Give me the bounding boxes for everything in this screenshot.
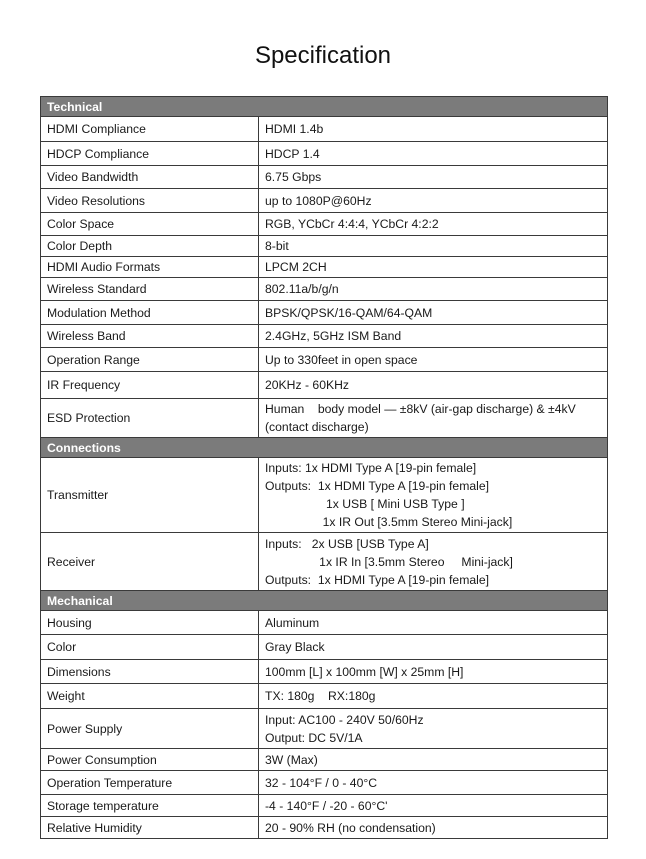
spec-value-line: 2.4GHz, 5GHz ISM Band: [265, 329, 402, 343]
spec-value-line: Inputs: 2x USB [USB Type A]: [265, 536, 429, 551]
spec-value: [259, 372, 608, 399]
spec-value: [259, 660, 608, 684]
spec-value-line: Gray Black: [265, 640, 325, 654]
spec-label: Housing: [41, 611, 259, 635]
spec-value-line: 20KHz - 60KHz: [265, 378, 349, 392]
spec-value: [259, 166, 608, 189]
table-row: [41, 749, 608, 771]
spec-label: Power Consumption: [41, 749, 259, 771]
spec-value: [259, 635, 608, 660]
spec-value-line: up to 1080P@60Hz: [265, 193, 372, 208]
spec-value-line: Inputs: 1x HDMI Type A [19-pin female]: [265, 461, 477, 475]
table-row: [41, 458, 608, 533]
spec-value-line: LPCM 2CH: [265, 260, 327, 274]
spec-value: [259, 142, 608, 166]
table-row: [41, 795, 608, 817]
spec-value: [259, 533, 608, 591]
spec-value-line: Input: AC100 - 240V 50/60Hz: [265, 712, 424, 727]
spec-label: Storage temperature: [41, 795, 259, 817]
table-row: [41, 278, 608, 301]
spec-value: [259, 399, 608, 438]
spec-value: [259, 257, 608, 278]
page-title: Specification: [254, 42, 392, 69]
spec-value: [259, 213, 608, 236]
spec-label: Relative Humidity: [41, 817, 259, 839]
table-row: [41, 348, 608, 372]
spec-value: [259, 236, 608, 257]
table-row: [41, 399, 608, 438]
spec-value-line: 1x IR Out [3.5mm Stereo Mini-jack]: [265, 515, 513, 529]
spec-label: Transmitter: [41, 458, 259, 533]
section-header: [41, 438, 608, 458]
spec-value-line: 802.11a/b/g/n: [265, 282, 339, 296]
spec-value-line: 3W (Max): [265, 752, 318, 767]
spec-value-line: Output: DC 5V/1A: [265, 730, 363, 745]
spec-value: [259, 301, 608, 325]
spec-label: Color Space: [41, 213, 259, 236]
table-row: [41, 611, 608, 635]
table-row: [41, 189, 608, 213]
spec-label: HDMI Audio Formats: [41, 257, 259, 278]
spec-value-line: -4 - 140°F / -20 - 60°C': [265, 798, 388, 813]
table-row: [41, 635, 608, 660]
spec-label: Operation Range: [41, 348, 259, 372]
spec-table: [40, 96, 608, 839]
spec-label: Color Depth: [41, 236, 259, 257]
section-title: Technical: [41, 97, 608, 117]
spec-value: [259, 684, 608, 709]
spec-label: Operation Temperature: [41, 771, 259, 795]
spec-value: [259, 348, 608, 372]
table-row: [41, 660, 608, 684]
spec-value: [259, 278, 608, 301]
spec-value-line: 1x USB [ Mini USB Type ]: [265, 497, 465, 511]
spec-value: [259, 771, 608, 795]
spec-value-line: HDCP 1.4: [265, 146, 320, 161]
spec-label: Receiver: [41, 533, 259, 591]
spec-value: [259, 189, 608, 213]
table-row: [41, 213, 608, 236]
spec-value-line: (contact discharge): [265, 420, 369, 434]
spec-label: HDCP Compliance: [41, 142, 259, 166]
spec-value-line: Outputs: 1x HDMI Type A [19-pin female]: [265, 572, 489, 587]
spec-label: Power Supply: [41, 709, 259, 749]
table-row: [41, 117, 608, 142]
spec-label: ESD Protection: [41, 399, 259, 438]
spec-value: [259, 458, 608, 533]
spec-value-line: HDMI 1.4b: [265, 122, 324, 136]
table-row: [41, 771, 608, 795]
spec-value-line: Aluminum: [265, 615, 320, 630]
spec-value-line: RGB, YCbCr 4:4:4, YCbCr 4:2:2: [265, 217, 439, 231]
table-row: [41, 372, 608, 399]
table-row: [41, 257, 608, 278]
spec-value-line: 1x IR In [3.5mm Stereo Mini-jack]: [265, 554, 513, 569]
spec-label: Video Resolutions: [41, 189, 259, 213]
spec-value: [259, 709, 608, 749]
spec-value-line: 100mm [L] x 100mm [W] x 25mm [H]: [265, 664, 464, 679]
table-row: [41, 142, 608, 166]
spec-value-line: 8-bit: [265, 239, 289, 253]
spec-value-line: Human body model — ±8kV (air-gap discharge) & ±4kV: [265, 402, 576, 416]
spec-value: [259, 117, 608, 142]
spec-value: [259, 325, 608, 348]
table-row: [41, 684, 608, 709]
spec-value: [259, 749, 608, 771]
spec-label: IR Frequency: [41, 372, 259, 399]
table-row: [41, 301, 608, 325]
section-header: [41, 97, 608, 117]
table-row: [41, 236, 608, 257]
spec-value-line: TX: 180g RX:180g: [265, 689, 376, 703]
spec-label: Wireless Standard: [41, 278, 259, 301]
spec-value-line: 32 - 104°F / 0 - 40°C: [265, 775, 378, 790]
section-title: Mechanical: [41, 591, 608, 611]
spec-label: Wireless Band: [41, 325, 259, 348]
table-row: [41, 166, 608, 189]
spec-label: Color: [41, 635, 259, 660]
section-header: [41, 591, 608, 611]
spec-value-line: Up to 330feet in open space: [265, 352, 418, 367]
spec-value: [259, 817, 608, 839]
section-title: Connections: [41, 438, 608, 458]
table-row: [41, 325, 608, 348]
table-row: [41, 709, 608, 749]
table-row: [41, 817, 608, 839]
spec-label: HDMI Compliance: [41, 117, 259, 142]
spec-value-line: BPSK/QPSK/16-QAM/64-QAM: [265, 305, 433, 320]
table-row: [41, 533, 608, 591]
spec-value-line: 20 - 90% RH (no condensation): [265, 820, 436, 835]
spec-label: Weight: [41, 684, 259, 709]
spec-value-line: Outputs: 1x HDMI Type A [19-pin female]: [265, 479, 489, 493]
spec-value-line: 6.75 Gbps: [265, 170, 322, 184]
spec-value: [259, 611, 608, 635]
spec-label: Video Bandwidth: [41, 166, 259, 189]
spec-value: [259, 795, 608, 817]
spec-label: Dimensions: [41, 660, 259, 684]
spec-label: Modulation Method: [41, 301, 259, 325]
